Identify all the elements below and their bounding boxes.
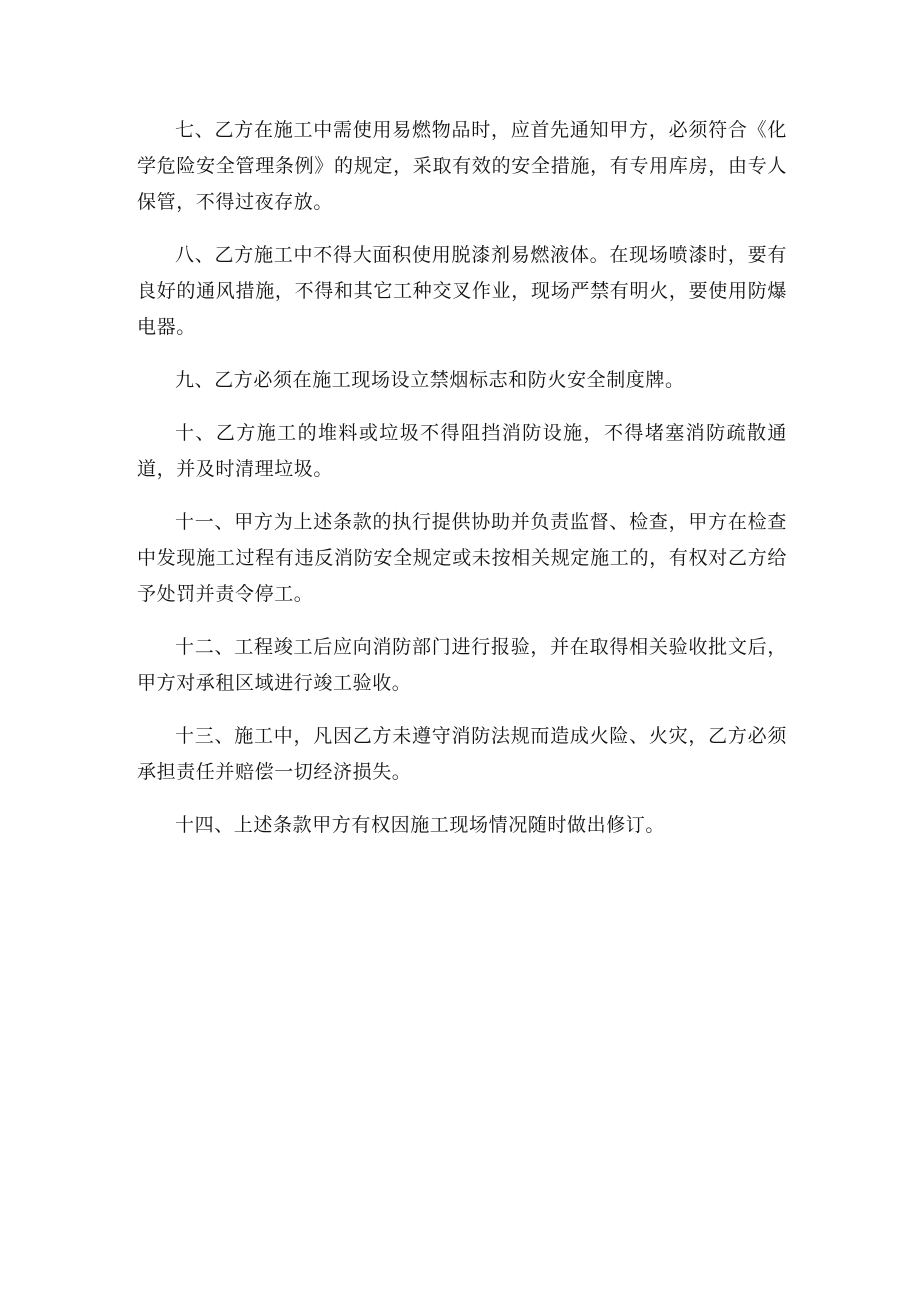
clause-8: 八、乙方施工中不得大面积使用脱漆剂易燃液体。在现场喷漆时，要有良好的通风措施，不得和其它工种交叉作业，现场严禁有明火，要使用防爆电器。	[137, 244, 787, 338]
clause-7: 七、乙方在施工中需使用易燃物品时，应首先通知甲方，必须符合《化学危险安全管理条例》的规定，采取有效的安全措施，有专用库房，由专人保管，不得过夜存放。	[137, 119, 787, 213]
clause-9: 九、乙方必须在施工现场设立禁烟标志和防火安全制度牌。	[175, 369, 685, 391]
clause-14: 十四、上述条款甲方有权因施工现场情况随时做出修订。	[175, 814, 666, 836]
clause-13: 十三、施工中，凡因乙方未遵守消防法规而造成火险、火灾，乙方必须承担责任并赔偿一切经济损失。	[137, 725, 787, 783]
clause-12: 十二、工程竣工后应向消防部门进行报验，并在取得相关验收批文后，甲方对承租区域进行竣工验收。	[137, 636, 787, 694]
clause-11: 十一、甲方为上述条款的执行提供协助并负责监督、检查，甲方在检查中发现施工过程有违反消防安全规定或未按相关规定施工的，有权对乙方给予处罚并责令停工。	[137, 511, 787, 605]
clause-10: 十、乙方施工的堆料或垃圾不得阻挡消防设施，不得堵塞消防疏散通道，并及时清理垃圾。	[137, 422, 787, 480]
document-body	[137, 112, 787, 860]
